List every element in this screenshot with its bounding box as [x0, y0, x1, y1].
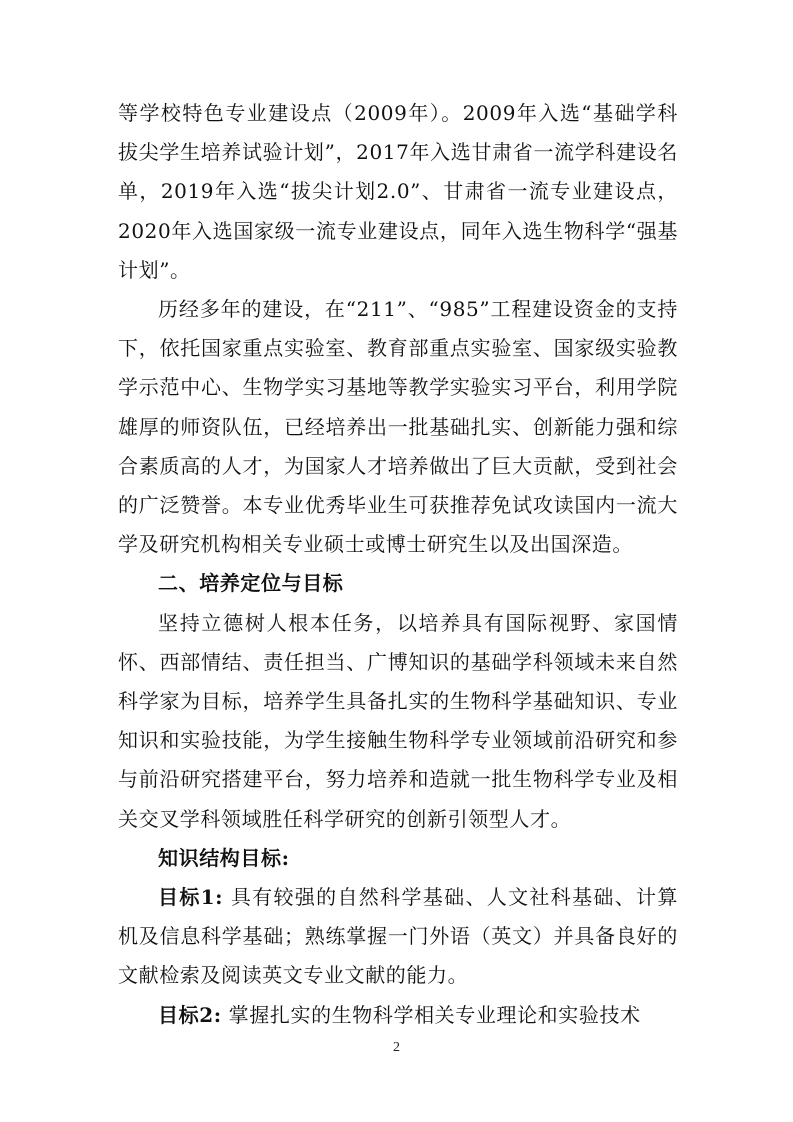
page-number: 2: [393, 1040, 400, 1055]
goal-text-2: 掌握扎实的生物科学相关专业理论和实验技术: [228, 1002, 641, 1027]
goal-item-1: [118, 878, 678, 996]
section-heading-positioning-goals: 二、培养定位与目标: [158, 571, 344, 596]
goal-label-1: 目标1:: [158, 885, 224, 910]
goal-text-1: 具有较强的自然科学基础、人文社科基础、计算机及信息科学基础；熟练掌握一门外语（英文）并具备良好的文献检索及阅读英文专业文献的能力。: [118, 885, 678, 988]
document-body: [118, 94, 678, 1035]
paragraph-achievements: 历经多年的建设，在“211”、“985”工程建设资金的支持下，依托国家重点实验室、教育部重点实验室、国家级实验教学示范中心、生物学实习基地等教学实验实习平台，利用学院雄厚的师资队伍，已经培养出一批基础扎实、创新能力强和综合素质高的人才，为国家人才培养做出了巨大贡献，受到社会的广泛赞誉。本专业优秀毕业生可获推荐免试攻读国内一流大学及研究机构相关专业硕士或博士研究生以及出国深造。: [118, 297, 678, 557]
paragraph-positioning: 坚持立德树人根本任务，以培养具有国际视野、家国情怀、西部情结、责任担当、广博知识的基础学科领域未来自然科学家为目标，培养学生具备扎实的生物科学基础知识、专业知识和实验技能，为学生接触生物科学专业领域前沿研究和参与前沿研究搭建平台，努力培养和造就一批生物科学专业及相关交叉学科领域胜任科学研究的创新引领型人才。: [118, 610, 678, 831]
goal-label-2: 目标2:: [158, 1002, 222, 1027]
subheading-knowledge-goals: 知识结构目标:: [158, 845, 290, 870]
goal-item-2: [118, 996, 678, 1035]
paragraph-honors: 等学校特色专业建设点（2009年）。2009年入选“基础学科拔尖学生培养试验计划”，2017年入选甘肃省一流学科建设名单，2019年入选“拔尖计划2.0”、甘肃省一流专业建设点，2020年入选国家级一流专业建设点，同年入选生物科学“强基计划”。: [118, 101, 678, 282]
